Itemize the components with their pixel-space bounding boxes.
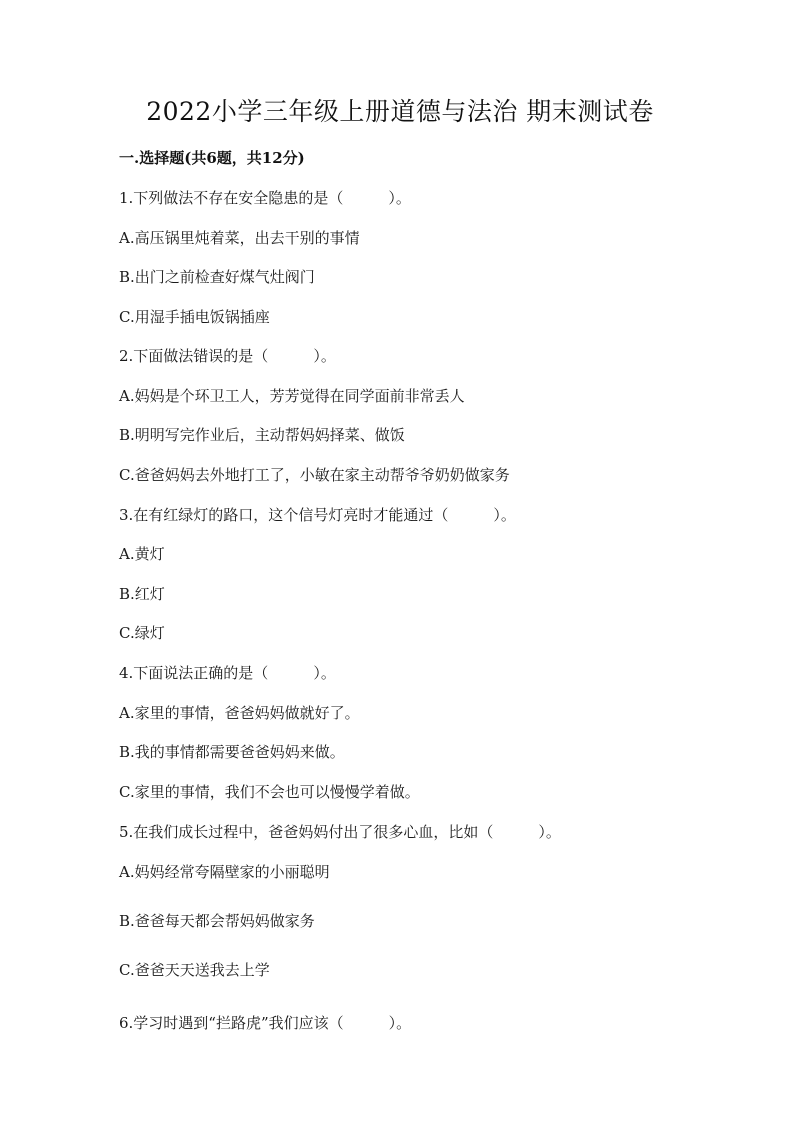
- question-6-stem: 6.学习时遇到“拦路虎”我们应该（ ）。: [119, 1014, 412, 1032]
- question-4-option-c: C.家里的事情，我们不会也可以慢慢学着做。: [119, 783, 420, 801]
- question-1-option-b: B.出门之前检查好煤气灶阀门: [119, 268, 315, 286]
- question-5-option-a: A.妈妈经常夸隔壁家的小丽聪明: [119, 863, 330, 881]
- question-4-stem: 4.下面说法正确的是（ ）。: [119, 664, 336, 682]
- question-5-option-b: B.爸爸每天都会帮妈妈做家务: [119, 912, 315, 930]
- question-5-option-c: C.爸爸天天送我去上学: [119, 961, 270, 979]
- question-1-stem: 1.下列做法不存在安全隐患的是（ ）。: [119, 189, 411, 207]
- section-heading: 一.选择题(共6题，共12分): [119, 149, 305, 167]
- question-3-option-c: C.绿灯: [119, 624, 165, 642]
- question-2-option-a: A.妈妈是个环卫工人，芳芳觉得在同学面前非常丢人: [119, 387, 465, 405]
- question-4-option-a: A.家里的事情，爸爸妈妈做就好了。: [119, 704, 360, 722]
- question-5-stem: 5.在我们成长过程中，爸爸妈妈付出了很多心血，比如（ ）。: [119, 823, 561, 841]
- exam-title: 2022小学三年级上册道德与法治 期末测试卷: [146, 97, 654, 126]
- question-2-option-c: C.爸爸妈妈去外地打工了，小敏在家主动帮爷爷奶奶做家务: [119, 466, 510, 484]
- question-2-option-b: B.明明写完作业后，主动帮妈妈择菜、做饭: [119, 426, 405, 444]
- question-3-option-a: A.黄灯: [119, 545, 165, 563]
- question-1-option-c: C.用湿手插电饭锅插座: [119, 308, 270, 326]
- question-1-option-a: A.高压锅里炖着菜，出去干别的事情: [119, 229, 360, 247]
- question-2-stem: 2.下面做法错误的是（ ）。: [119, 347, 336, 365]
- question-3-option-b: B.红灯: [119, 585, 165, 603]
- question-4-option-b: B.我的事情都需要爸爸妈妈来做。: [119, 743, 345, 761]
- question-3-stem: 3.在有红绿灯的路口，这个信号灯亮时才能通过（ ）。: [119, 506, 516, 524]
